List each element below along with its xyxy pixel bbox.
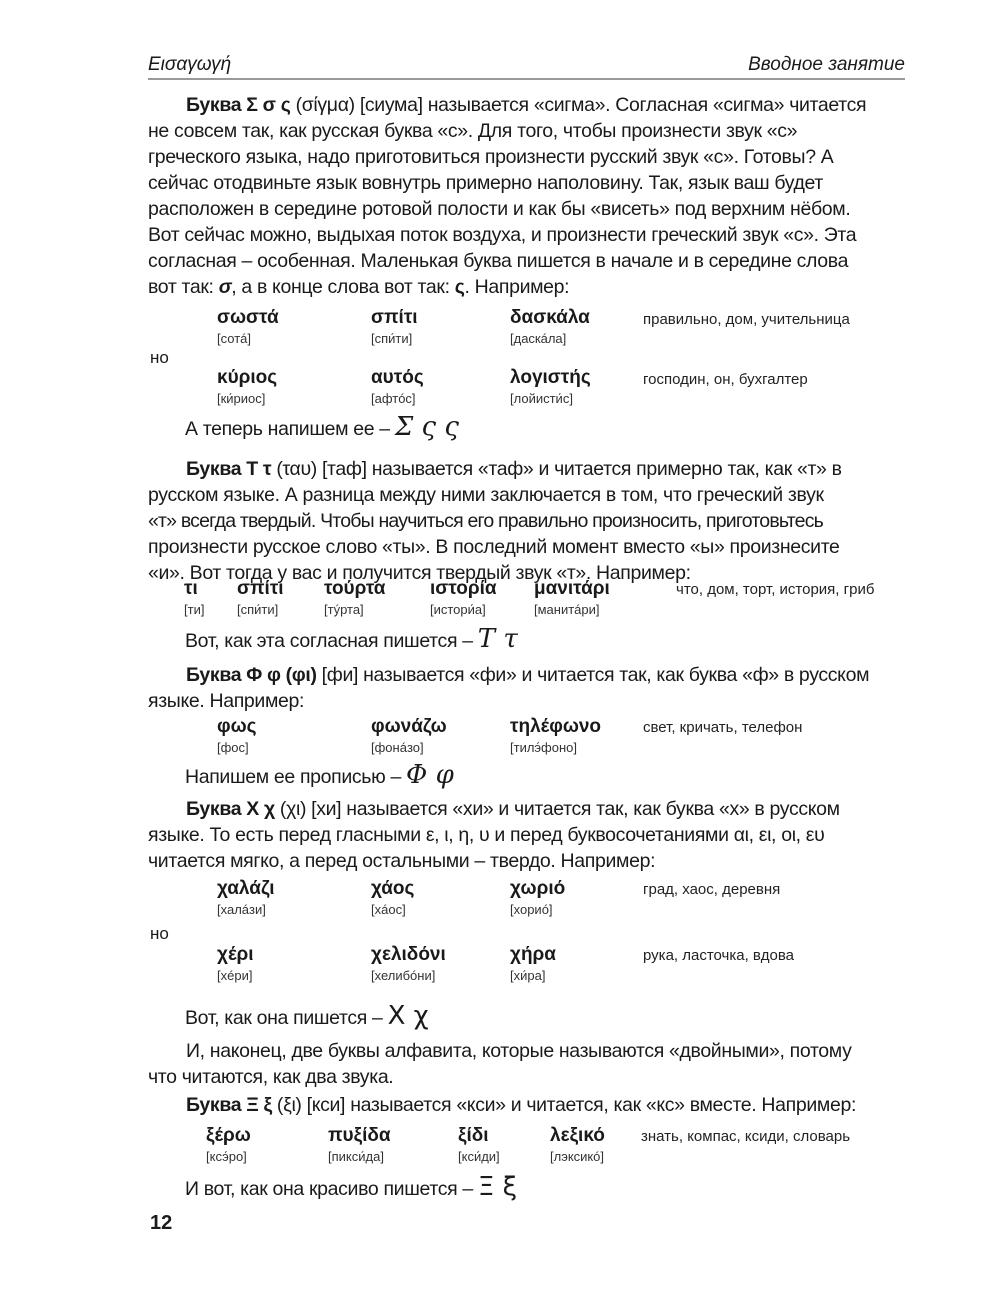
tau-text-line: произнести русское слово «ты». В последний момент вместо «ы» произнесите bbox=[148, 536, 840, 558]
greek-word: σπίτι bbox=[237, 578, 284, 599]
greek-word: τι bbox=[184, 578, 198, 599]
greek-word: κύριος bbox=[217, 367, 278, 388]
transcription: [кси́ди] bbox=[458, 1149, 500, 1164]
transcription: [хéри] bbox=[217, 968, 253, 983]
tau-text-line: русском языке. А разница между ними заключается в том, что греческий звук bbox=[148, 484, 824, 506]
greek-word: φως bbox=[217, 716, 257, 737]
translation: правильно, дом, учительница bbox=[643, 311, 850, 328]
chi-writing bbox=[185, 1001, 429, 1031]
xi-writing bbox=[185, 1172, 517, 1202]
tau-text-line: (ταυ) [таф] называется «таф» и читается примерно так, как «т» в bbox=[271, 458, 842, 480]
translation: господин, он, бухгалтер bbox=[643, 371, 808, 388]
transcription: [хи́ра] bbox=[510, 968, 546, 983]
xi-paragraph bbox=[148, 1092, 905, 1118]
sigma-text-line: сейчас отодвиньте язык вовнутрь примерно наполовину. Так, язык ваш будет bbox=[148, 172, 823, 194]
sigma-text-line: (σίγμα) [сиума] называется «сигма». Согласная «сигма» читается bbox=[290, 94, 867, 116]
greek-word: πυξίδα bbox=[328, 1125, 391, 1146]
phi-text-line: [фи] называется «фи» и читается так, как буква «ф» в русском bbox=[316, 664, 870, 686]
writing-caption: А теперь напишем ее – bbox=[185, 418, 395, 440]
transcription: [истори́а] bbox=[430, 602, 486, 617]
book-page bbox=[148, 52, 905, 80]
transcription: [манитáри] bbox=[534, 602, 600, 617]
tau-text-line: «и». Вот тогда у вас и получится твердый звук «т». Например: bbox=[148, 562, 691, 584]
page-number: 12 bbox=[150, 1212, 173, 1234]
phi-lead: Буква Φ φ (φι) bbox=[186, 664, 317, 686]
greek-word: τούρτα bbox=[324, 578, 386, 599]
chi-text-line: (χι) [хи] называется «хи» и читается так, как буква «х» в русском bbox=[274, 798, 840, 820]
transcription: [хориó] bbox=[510, 902, 553, 917]
greek-word: δασκάλα bbox=[510, 307, 590, 328]
handwritten-letters: Ξ ξ bbox=[477, 1172, 518, 1202]
phi-paragraph bbox=[148, 662, 905, 714]
tau-writing bbox=[185, 624, 518, 654]
chi-text-line: языке. То есть перед гласными ε, ι, η, υ и перед буквосочетаниями αι, ει, οι, ευ bbox=[148, 824, 825, 846]
greek-word: χαλάζι bbox=[217, 878, 275, 899]
phi-text-line: языке. Например: bbox=[148, 690, 305, 712]
translation: рука, ласточка, вдова bbox=[643, 947, 794, 964]
double-letters-paragraph bbox=[148, 1038, 905, 1090]
transcription: [лойисти́с] bbox=[510, 391, 573, 406]
greek-word: ξέρω bbox=[206, 1125, 251, 1146]
greek-word: χωριό bbox=[510, 878, 566, 899]
sigma-text-line: расположен в середине ротовой полости и как бы «висеть» под верхним нёбом. bbox=[148, 198, 851, 220]
greek-word: τηλέφωνο bbox=[510, 716, 602, 737]
running-header bbox=[148, 52, 905, 80]
transcription: [ксэ́ро] bbox=[206, 1149, 247, 1164]
greek-word: ιστορία bbox=[430, 578, 497, 599]
transcription: [халáзи] bbox=[217, 902, 266, 917]
greek-word: χελιδόνι bbox=[371, 944, 446, 965]
greek-word: ξίδι bbox=[458, 1125, 489, 1146]
chi-lead: Буква Χ χ bbox=[186, 798, 275, 820]
transcription: [фонáзо] bbox=[371, 740, 424, 755]
sigma-text-line: вот так: σ, а в конце слова вот так: ς. Например: bbox=[148, 276, 570, 298]
chi-text-line: читается мягко, а перед остальными – твердо. Например: bbox=[148, 850, 656, 872]
transcription: [хелибóни] bbox=[371, 968, 436, 983]
writing-caption: Напишем ее прописью – bbox=[185, 766, 407, 788]
tau-paragraph bbox=[148, 456, 905, 586]
header-greek-title: Εισαγωγή bbox=[148, 54, 232, 75]
header-russian-title: Вводное занятие bbox=[748, 54, 905, 75]
sigma-text-line: согласная – особенная. Маленькая буква пишется в начале и в середине слова bbox=[148, 250, 849, 272]
greek-word: σωστά bbox=[217, 307, 279, 328]
transcription: [лэксикó] bbox=[550, 1149, 604, 1164]
translation: что, дом, торт, история, гриб bbox=[676, 581, 875, 598]
translation: град, хаос, деревня bbox=[643, 881, 781, 898]
greek-word: χάος bbox=[371, 878, 415, 899]
phi-writing bbox=[185, 760, 454, 790]
sigma-text-line: греческого языка, надо приготовиться произнести русский звук «с». Готовы? А bbox=[148, 146, 834, 168]
greek-word: λεξικό bbox=[550, 1125, 605, 1146]
translation: свет, кричать, телефон bbox=[643, 719, 803, 736]
writing-caption: И вот, как она красиво пишется – bbox=[185, 1178, 478, 1200]
handwritten-letters: Τ τ bbox=[477, 624, 518, 654]
transcription: [сотá] bbox=[217, 331, 251, 346]
tau-text-line: «т» всегда твердый. Чтобы научиться его правильно произносить, приготовьтесь bbox=[148, 510, 824, 532]
but-label: но bbox=[150, 348, 169, 367]
sigma-lead: Буква Σ σ ς bbox=[186, 94, 291, 116]
transcription: [спи́ти] bbox=[237, 602, 279, 617]
writing-caption: Вот, как эта согласная пишется – bbox=[185, 630, 478, 652]
chi-paragraph bbox=[148, 796, 905, 874]
greek-word: φωνάζω bbox=[371, 716, 447, 737]
handwritten-letters: Φ φ bbox=[406, 760, 454, 790]
greek-word: μανιτάρι bbox=[534, 578, 610, 599]
transcription: [фос] bbox=[217, 740, 249, 755]
handwritten-letters: Χ χ bbox=[387, 1001, 429, 1031]
handwritten-letters: Σ ς ς bbox=[394, 412, 459, 442]
transcription: [афтóс] bbox=[371, 391, 416, 406]
double-text-line: что читаются, как два звука. bbox=[148, 1066, 394, 1088]
greek-word: χήρα bbox=[510, 944, 556, 965]
double-text-line: И, наконец, две буквы алфавита, которые называются «двойными», потому bbox=[186, 1040, 852, 1062]
transcription: [хáос] bbox=[371, 902, 406, 917]
xi-text-line: (ξι) [кси] называется «кси» и читается, как «кс» вместе. Например: bbox=[271, 1094, 857, 1116]
sigma-text-line: не совсем так, как русская буква «с». Для того, чтобы произнести звук «с» bbox=[148, 120, 798, 142]
greek-word: λογιστής bbox=[510, 367, 591, 388]
transcription: [тýрта] bbox=[324, 602, 364, 617]
transcription: [ти] bbox=[184, 602, 205, 617]
greek-word: αυτός bbox=[371, 367, 424, 388]
greek-word: χέρι bbox=[217, 944, 254, 965]
xi-lead: Буква Ξ ξ bbox=[186, 1094, 272, 1116]
tau-lead: Буква Τ τ bbox=[186, 458, 272, 480]
sigma-paragraph bbox=[148, 92, 905, 300]
transcription: [тилэ́фоно] bbox=[510, 740, 577, 755]
transcription: [даскáла] bbox=[510, 331, 567, 346]
transcription: [пикси́да] bbox=[328, 1149, 384, 1164]
transcription: [спи́ти] bbox=[371, 331, 413, 346]
sigma-writing bbox=[185, 412, 459, 442]
transcription: [ки́риос] bbox=[217, 391, 266, 406]
translation: знать, компас, ксиди, словарь bbox=[641, 1128, 851, 1145]
but-label: но bbox=[150, 924, 169, 943]
writing-caption: Вот, как она пишется – bbox=[185, 1007, 388, 1029]
greek-word: σπίτι bbox=[371, 307, 418, 328]
sigma-text-line: Вот сейчас можно, выдыхая поток воздуха, и произнести греческий звук «с». Эта bbox=[148, 224, 857, 246]
